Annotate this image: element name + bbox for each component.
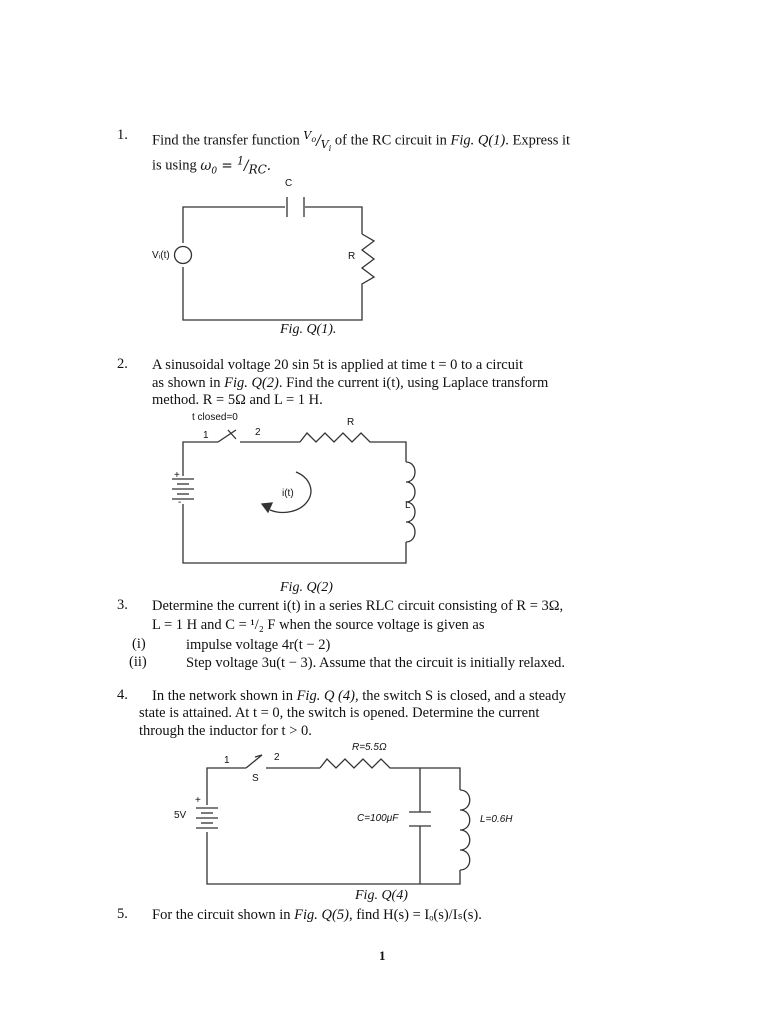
- q4-number: 4.: [117, 687, 128, 703]
- q2-plus: +: [174, 470, 180, 481]
- fig-q4-circuit: [196, 755, 470, 884]
- q2-resistor: [300, 433, 376, 442]
- q1-resistor: [362, 234, 374, 290]
- q4-minus: -: [200, 823, 204, 834]
- q4-line3: through the inductor for t > 0.: [139, 723, 312, 739]
- q2-current-label: i(t): [282, 488, 294, 499]
- page-number: 1: [379, 948, 386, 963]
- q4-line2: state is attained. At t = 0, the switch is opened. Determine the current: [139, 705, 540, 721]
- q1-wire: [305, 207, 362, 234]
- q4-plus: +: [195, 795, 201, 806]
- q2-minus: -: [178, 497, 182, 508]
- q4-node2: 2: [274, 752, 280, 763]
- q4-inductor-label: L=0.6H: [480, 814, 513, 825]
- q2-text-b: . Find the current i(t), using Laplace transform: [278, 375, 549, 391]
- q2-current-loop: [270, 472, 311, 512]
- q2-inductor: [406, 462, 415, 542]
- q2-line1: A sinusoidal voltage 20 sin 5t is applied at time t = 0 to a circuit: [152, 357, 524, 373]
- q4-resistor-label: R=5.5Ω: [352, 742, 387, 753]
- q1-text-c: . Express it: [505, 132, 571, 149]
- q1-number: 1.: [117, 127, 128, 143]
- q2-number: 2.: [117, 356, 128, 372]
- q3-line2: L = 1 H and C = ¹/₂ F when the source voltage is given as: [152, 617, 485, 633]
- q2-wire: [183, 442, 218, 476]
- q1-text-d: is using: [152, 157, 201, 174]
- vo-vi-fraction: $^{V_o}/_{V_i}$: [303, 129, 332, 154]
- q3-number: 3.: [117, 597, 128, 613]
- q5-fig-ref: Fig. Q(5): [294, 907, 349, 923]
- q4-switch-label: S: [252, 773, 259, 784]
- q1-text-b: of the RC circuit in: [331, 132, 451, 149]
- q4-wire: [207, 768, 246, 805]
- q4-resistor: [320, 759, 396, 768]
- q4-capacitor-label: C=100μF: [357, 813, 399, 824]
- q3-item2-text: Step voltage 3u(t − 3). Assume that the circuit is initially relaxed.: [186, 655, 566, 671]
- q2-node1: 1: [203, 430, 209, 441]
- q4-wire: [207, 832, 460, 884]
- q4-fig-ref: Fig. Q (4): [296, 688, 355, 704]
- q5-number: 5.: [117, 906, 128, 922]
- q1-fig-ref: Fig. Q(1): [450, 132, 506, 149]
- q2-fig-ref: Fig. Q(2): [224, 375, 279, 391]
- q1-resistor-label: R: [348, 251, 356, 262]
- q4-text-a: In the network shown in: [152, 688, 297, 704]
- q2-wire: [376, 442, 406, 462]
- q4-source-label: 5V: [174, 810, 187, 821]
- q1-voltage-source: [175, 247, 192, 264]
- fig-q1-circuit: [175, 197, 375, 320]
- q2-resistor-label: R: [347, 417, 355, 428]
- q1-wire: [183, 267, 362, 320]
- fig-q2-circuit: [172, 430, 415, 563]
- q4-wire: [396, 768, 460, 790]
- q1-text-a: Find the transfer function: [152, 132, 304, 149]
- q2-inductor-label: L: [405, 500, 411, 511]
- q1-source-label: Vᵢ(t): [152, 250, 170, 261]
- q4-text-b: , the switch S is closed, and a steady: [354, 688, 566, 704]
- q1-caption: Fig. Q(1).: [280, 322, 337, 337]
- q4-node1: 1: [224, 755, 230, 766]
- q4-inductor: [460, 790, 470, 870]
- q4-switch-blade: [246, 755, 262, 768]
- q3-item1-marker: (i): [132, 636, 146, 652]
- q3-line1: Determine the current i(t) in a series RLC circuit consisting of R = 3Ω,: [152, 598, 564, 614]
- q2-wire: [183, 504, 406, 563]
- q5-text-a: For the circuit shown in: [152, 907, 295, 923]
- q5-text-b: , find H(s) = Iₒ(s)/Iₛ(s).: [348, 907, 482, 923]
- q3-item2-marker: (ii): [129, 654, 147, 670]
- q1-wire: [183, 207, 285, 243]
- q1-capacitor-label: C: [285, 178, 293, 189]
- q4-caption: Fig. Q(4): [355, 888, 408, 903]
- q2-caption: Fig. Q(2): [280, 580, 333, 595]
- q2-line3: method. R = 5Ω and L = 1 H.: [152, 392, 323, 408]
- q2-switch-label: t closed=0: [192, 412, 238, 423]
- q2-text-a: as shown in: [152, 375, 225, 391]
- q3-item1-text: impulse voltage 4r(t − 2): [186, 637, 331, 653]
- omega-equation: $\omega_0 = ^1/_{RC}$.: [200, 154, 272, 177]
- q2-node2: 2: [255, 427, 261, 438]
